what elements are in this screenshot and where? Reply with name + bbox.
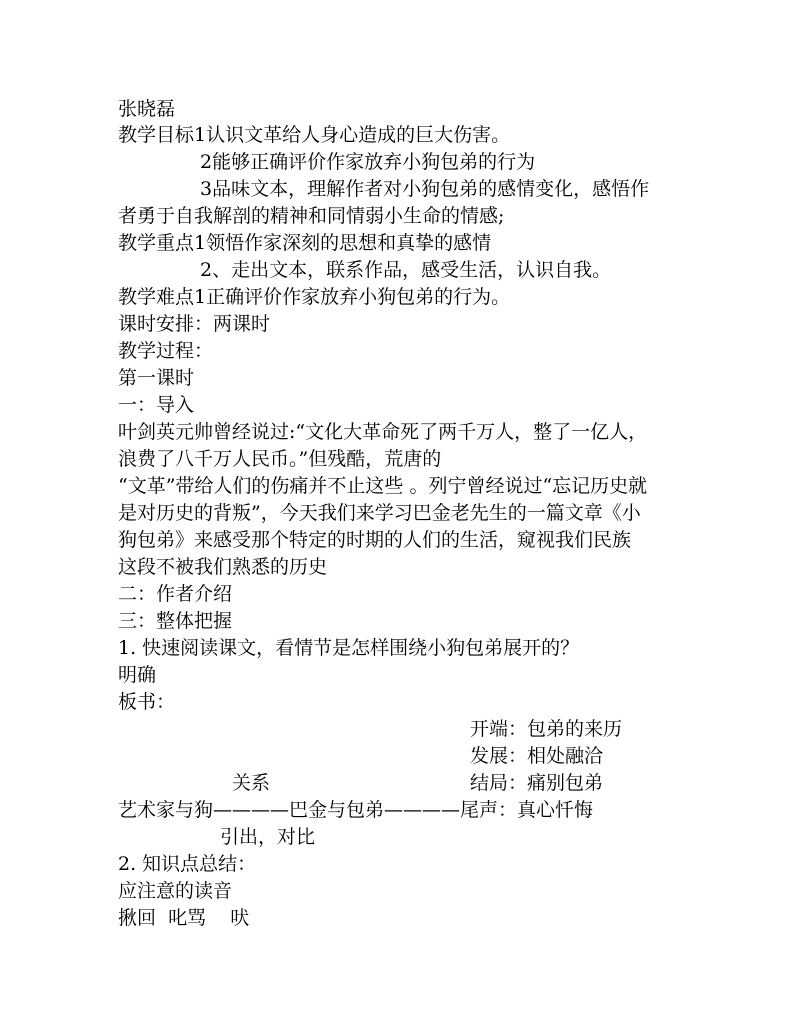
intro-text-line-2: 浪费了八千万人民币。”但残酷，荒唐的 (118, 448, 442, 470)
board-epilogue: 尾声：真心忏悔 (460, 799, 594, 821)
board-plot-ending: 结局：痛别包弟 (470, 772, 604, 794)
difficulty-1: 1正确评价作家放弃小狗包弟的行为。 (194, 286, 511, 308)
question-2: 2. 知识点总结： (118, 853, 257, 875)
section-author-intro: 二：作者介绍 (118, 583, 233, 605)
teaching-goals-heading: 教学目标 (118, 124, 195, 146)
board-relation-label: 关系 (232, 772, 271, 794)
intro-text-line-4: 是对历史的背叛”，今天我们来学习巴金老先生的一篇文章《小 (118, 502, 641, 524)
teaching-goal-3b: 者勇于自我解剖的精神和同情弱小生命的情感; (118, 205, 505, 227)
key-points-heading: 教学重点 (118, 232, 195, 254)
teaching-goals-line-1 (118, 122, 510, 148)
board-lead-contrast: 引出，对比 (220, 826, 316, 848)
lesson-one-heading: 第一课时 (118, 367, 195, 389)
intro-text-line-3: “文革”带给人们的伤痛并不止这些 。列宁曾经说过“忘记历史就 (118, 475, 648, 497)
teaching-goal-2: 2能够正确评价作家放弃小狗包弟的行为 (200, 151, 536, 173)
board-plot-start: 开端：包弟的来历 (470, 718, 623, 740)
key-points-line-1 (118, 230, 491, 256)
intro-text-line-5: 狗包弟》来感受那个特定的时期的人们的生活，窥视我们民族 (118, 529, 632, 551)
section-introduction: 一：导入 (118, 394, 195, 416)
difficulty-line (118, 284, 510, 310)
board-artist-and-dog: 艺术家与狗 (118, 799, 214, 821)
board-label: 板书： (118, 691, 176, 713)
pronunciation-heading: 应注意的读音 (118, 880, 233, 902)
author-name: 张晓磊 (118, 98, 176, 120)
board-plot-development: 发展：相处融洽 (470, 745, 604, 767)
board-chain-line (118, 797, 593, 823)
class-schedule: 课时安排：两课时 (118, 313, 271, 335)
pronunciation-words: 揪回 叱骂 吠 (118, 907, 250, 929)
key-point-2: 2、走出文本，联系作品，感受生活，认识自我。 (200, 259, 612, 281)
intro-text-line-6: 这段不被我们熟悉的历史 (118, 556, 328, 578)
board-bajin-and-baodi: 巴金与包弟 (289, 799, 385, 821)
section-overall-grasp: 三：整体把握 (118, 610, 233, 632)
difficulty-heading: 教学难点 (118, 286, 195, 308)
intro-text-line-1: 叶剑英元帅曾经说过:“文化大革命死了两千万人，整了一亿人， (118, 421, 648, 443)
board-dash-2: ———— (384, 799, 461, 821)
answer-label: 明确 (118, 664, 157, 686)
question-1: 1. 快速阅读课文，看情节是怎样围绕小狗包弟展开的？ (118, 637, 580, 659)
board-dash-1: ———— (213, 799, 290, 821)
teaching-goal-3a: 3品味文本，理解作者对小狗包弟的感情变化，感悟作 (200, 178, 650, 200)
teaching-goal-1: 1认识文革给人身心造成的巨大伤害。 (194, 124, 511, 146)
key-point-1: 1领悟作家深刻的思想和真挚的感情 (194, 232, 492, 254)
teaching-process-heading: 教学过程： (118, 340, 214, 362)
